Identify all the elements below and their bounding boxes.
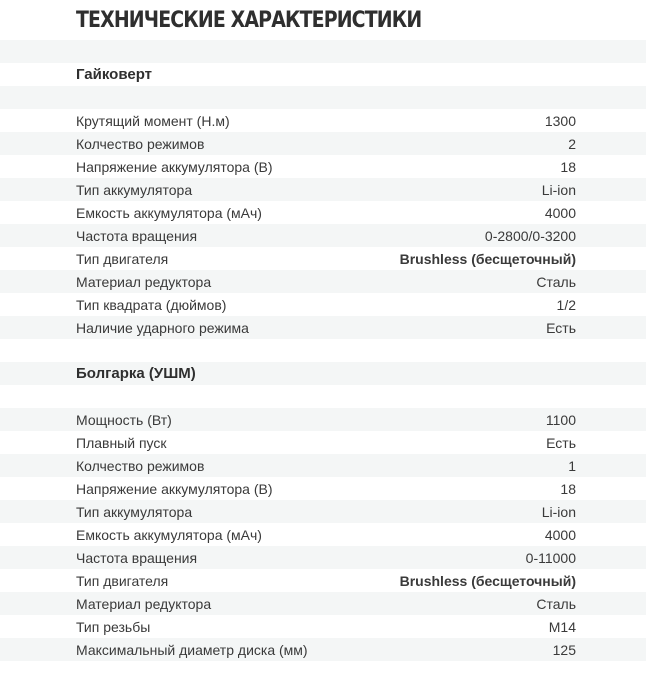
spec-row — [0, 500, 646, 523]
spec-row — [0, 293, 646, 316]
spec-row — [0, 431, 646, 454]
spec-row — [0, 155, 646, 178]
spec-row — [0, 201, 646, 224]
section-heading-label: Болгарка (УШМ) — [76, 365, 196, 382]
spec-value: 1100 — [545, 411, 576, 428]
spec-label: Частота вращения — [76, 549, 198, 566]
spec-value: 1/2 — [556, 296, 576, 313]
spec-label: Тип квадрата (дюймов) — [76, 296, 227, 313]
spec-value: Есть — [546, 434, 576, 451]
spec-label: Напряжение аккумулятора (В) — [76, 158, 273, 175]
spec-value: Есть — [546, 319, 576, 336]
spec-row — [0, 638, 646, 661]
spec-value: 4000 — [544, 526, 576, 543]
spec-row — [0, 132, 646, 155]
spec-value: 1300 — [544, 112, 576, 129]
spec-value: Li-ion — [541, 181, 576, 198]
spec-label: Тип резьбы — [76, 618, 151, 635]
spec-value: Сталь — [536, 273, 576, 290]
spec-label: Тип аккумулятора — [76, 181, 193, 198]
spec-label: Частота вращения — [76, 227, 198, 244]
spec-value: 1 — [568, 457, 576, 474]
spec-row — [0, 546, 646, 569]
spec-label: Материал редуктора — [76, 595, 212, 612]
spec-value: 0-2800/0-3200 — [484, 227, 576, 244]
spec-value: 18 — [560, 480, 576, 497]
section-heading — [0, 362, 646, 385]
spec-label: Плавный пуск — [76, 434, 167, 451]
spec-value: 4000 — [544, 204, 576, 221]
section-spacer — [0, 339, 646, 362]
spec-value: М14 — [548, 618, 576, 635]
spec-value: 18 — [560, 158, 576, 175]
section-spacer — [0, 385, 646, 408]
spec-row — [0, 523, 646, 546]
spec-label: Емкость аккумулятора (мАч) — [76, 204, 262, 221]
spec-label: Колчество режимов — [76, 135, 205, 152]
section-spacer — [0, 86, 646, 109]
spec-row — [0, 109, 646, 132]
spec-row — [0, 592, 646, 615]
spec-row — [0, 569, 646, 592]
spec-row — [0, 615, 646, 638]
spec-value: Brushless (бесщеточный) — [399, 572, 576, 589]
spec-row — [0, 224, 646, 247]
spec-label: Напряжение аккумулятора (В) — [76, 480, 273, 497]
spec-label: Емкость аккумулятора (мАч) — [76, 526, 262, 543]
spec-row — [0, 408, 646, 431]
spec-row — [0, 454, 646, 477]
spec-label: Колчество режимов — [76, 457, 205, 474]
spec-value: Li-ion — [541, 503, 576, 520]
spec-label: Тип двигателя — [76, 572, 169, 589]
page-title: ТЕХНИЧЕСКИЕ ХАРАКТЕРИСТИКИ — [76, 8, 422, 33]
spec-value: Сталь — [536, 595, 576, 612]
spec-row — [0, 178, 646, 201]
spec-value: Brushless (бесщеточный) — [399, 250, 576, 267]
specs-table — [0, 40, 646, 661]
spec-row — [0, 477, 646, 500]
spec-value: 0-11000 — [525, 549, 576, 566]
section-heading — [0, 63, 646, 86]
spec-row — [0, 247, 646, 270]
spec-value: 2 — [568, 135, 576, 152]
spec-label: Мощность (Вт) — [76, 411, 172, 428]
spec-row — [0, 270, 646, 293]
section-spacer — [0, 40, 646, 63]
spec-label: Наличие ударного режима — [76, 319, 249, 336]
spec-label: Материал редуктора — [76, 273, 212, 290]
spec-value: 125 — [552, 641, 576, 658]
spec-label: Крутящий момент (Н.м) — [76, 112, 230, 129]
spec-label: Тип двигателя — [76, 250, 169, 267]
section-heading-label: Гайковерт — [76, 66, 153, 83]
spec-row — [0, 316, 646, 339]
spec-label: Максимальный диаметр диска (мм) — [76, 641, 308, 658]
spec-label: Тип аккумулятора — [76, 503, 193, 520]
